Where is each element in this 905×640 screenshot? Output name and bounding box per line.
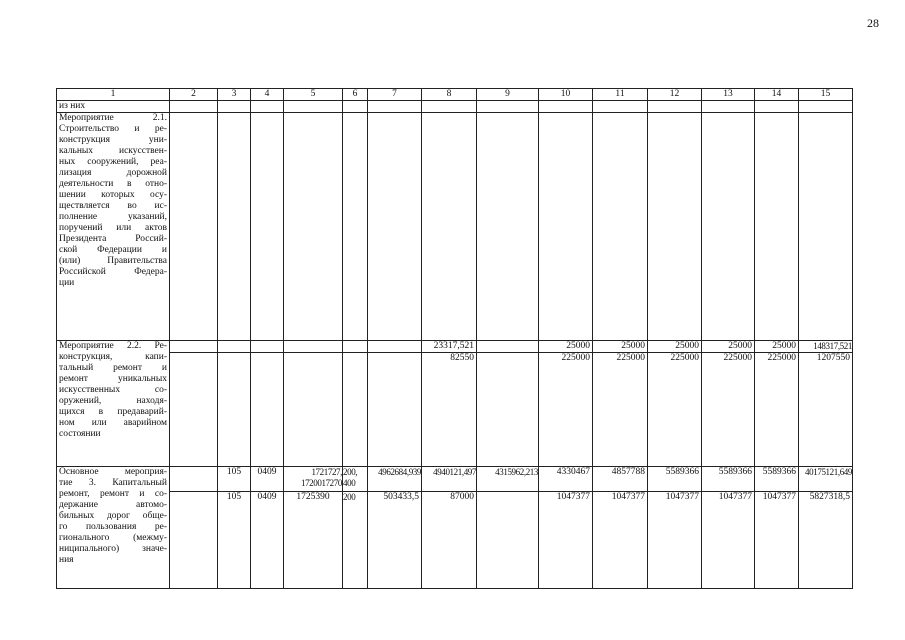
table-row-m21 <box>57 113 853 341</box>
m22-b-col8: 82550 <box>422 353 477 467</box>
col-6-header: 6 <box>343 89 368 101</box>
col-9-header: 9 <box>477 89 539 101</box>
m3-b-col14: 1047377 <box>755 492 799 589</box>
page-number: 28 <box>867 16 879 30</box>
col-12-header: 12 <box>648 89 702 101</box>
table-row-m3-a <box>57 467 853 492</box>
col-13-header: 13 <box>702 89 755 101</box>
m3-b-col13: 1047377 <box>702 492 755 589</box>
m3-b-col15: 5827318,5 <box>799 492 853 589</box>
table-row-m3-b <box>57 492 853 589</box>
m3-b-col11: 1047377 <box>593 492 648 589</box>
subheader-label: из них <box>57 101 170 113</box>
col-5-header: 5 <box>284 89 343 101</box>
m22-a-col10: 25000 <box>539 341 593 353</box>
m3-a-col13: 5589366 <box>702 467 755 492</box>
m22-description: Мероприятие 2.2. Ре- конструкция, капи- тальный ремонт и ремонт уникальных искусственных со- оружений, находя- щихся в предаварий- ном или аварийном состоянии <box>57 341 170 467</box>
column-numbers-row <box>57 89 853 101</box>
table-row-m22-b <box>57 353 853 467</box>
col-4-header: 4 <box>251 89 284 101</box>
col-2-header: 2 <box>170 89 218 101</box>
m22-b-col13: 225000 <box>702 353 755 467</box>
m3-description: Основное мероприя- тие 3. Капитальный ремонт, ремонт и со- держание автомо- бильных дорог обще- го пользования ре- гионального (межму- ниципального) значе- ния <box>57 467 170 589</box>
m3-a-col8: 4940121,497 <box>422 467 477 492</box>
m3-a-col11: 4857788 <box>593 467 648 492</box>
m3-b-col3: 105 <box>218 492 251 589</box>
m21-description: Мероприятие 2.1. Строительство и ре- конструкция уни- кальных искусствен- ных сооружений, реа- лизация дорожной деятельности в отно- шении которых осу- ществляется во ис- полнение указаний, поручений или актов Президента Россий- ской Федерации и (или) Правительства Российской Федера- ции <box>57 113 170 341</box>
col-8-header: 8 <box>422 89 477 101</box>
m22-a-col14: 25000 <box>755 341 799 353</box>
m3-b-col8: 87000 <box>422 492 477 589</box>
budget-table <box>56 88 853 589</box>
m22-b-col11: 225000 <box>593 353 648 467</box>
m3-a-col14: 5589366 <box>755 467 799 492</box>
m22-a-col8: 23317,521 <box>422 341 477 353</box>
m3-b-col5: 1725390 <box>284 492 343 589</box>
col-14-header: 14 <box>755 89 799 101</box>
m22-b-col15: 1207550 <box>799 353 853 467</box>
col-7-header: 7 <box>368 89 422 101</box>
m22-a-col11: 25000 <box>593 341 648 353</box>
m3-a-col4: 0409 <box>251 467 284 492</box>
col-10-header: 10 <box>539 89 593 101</box>
subheader-row <box>57 101 853 113</box>
m3-a-col6: 200, 400 <box>343 467 368 492</box>
m22-b-col9 <box>477 353 539 467</box>
col-11-header: 11 <box>593 89 648 101</box>
m3-a-col10: 4330467 <box>539 467 593 492</box>
m3-b-col4: 0409 <box>251 492 284 589</box>
m3-b-col7: 503433,5 <box>368 492 422 589</box>
m3-b-col6: 200 <box>343 492 368 589</box>
m3-a-col9: 4315962,213 <box>477 467 539 492</box>
m22-b-col10: 225000 <box>539 353 593 467</box>
m3-a-col5: 1721727, 1720017270 <box>284 467 343 492</box>
m3-b-col10: 1047377 <box>539 492 593 589</box>
m3-b-col12: 1047377 <box>648 492 702 589</box>
m22-b-col12: 225000 <box>648 353 702 467</box>
m22-a-col15: 148317,521 <box>799 341 853 353</box>
m22-a-col13: 25000 <box>702 341 755 353</box>
table-row-m22-a <box>57 341 853 353</box>
m3-a-col7: 4962684,939 <box>368 467 422 492</box>
m3-a-col3: 105 <box>218 467 251 492</box>
col-1-header: 1 <box>57 89 170 101</box>
m22-a-col9 <box>477 341 539 353</box>
m3-a-col15: 40175121,649 <box>799 467 853 492</box>
col-15-header: 15 <box>799 89 853 101</box>
m3-a-col12: 5589366 <box>648 467 702 492</box>
m22-a-col12: 25000 <box>648 341 702 353</box>
m3-b-col9 <box>477 492 539 589</box>
m22-b-col14: 225000 <box>755 353 799 467</box>
col-3-header: 3 <box>218 89 251 101</box>
